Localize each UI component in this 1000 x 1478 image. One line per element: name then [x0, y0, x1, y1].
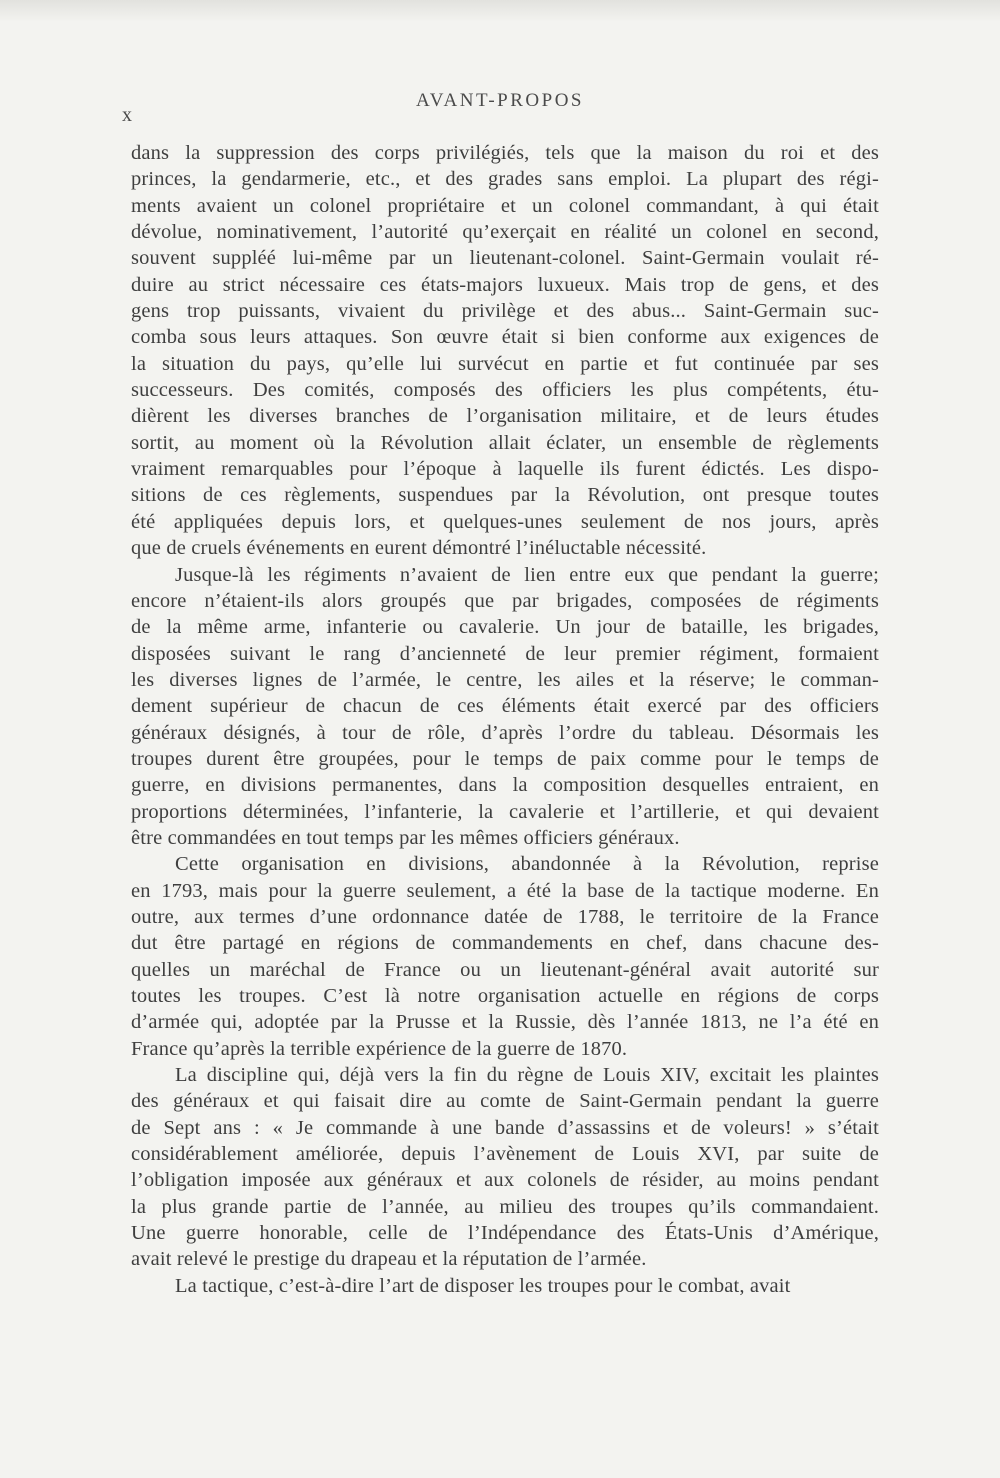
- text-line: sortit, au moment où la Révolution allait éclater, un ensemble de règlements: [131, 431, 879, 454]
- scan-edge-shadow: [0, 0, 1000, 22]
- text-line: proportions déterminées, l’infanterie, la cavalerie et l’artillerie, et qui devaient: [131, 800, 879, 823]
- text-line: souvent suppléé lui-même par un lieutenant-colonel. Saint-Germain voulait ré-: [131, 247, 879, 270]
- text-line: de Sept ans : « Je commande à une bande d’assassins et de voleurs! » s’était: [131, 1116, 879, 1139]
- text-line: être commandées en tout temps par les mêmes officiers généraux.: [131, 826, 680, 849]
- text-line: généraux désignés, à tour de rôle, d’après l’ordre du tableau. Désormais les: [131, 721, 879, 744]
- text-line: outre, aux termes d’une ordonnance datée de 1788, le territoire de la France: [131, 905, 879, 928]
- paragraph: [131, 562, 879, 852]
- text-line: dut être partagé en régions de commandements en chef, dans chacune des-: [131, 932, 879, 955]
- text-line: dement supérieur de chacun de ces éléments était exercé par des officiers: [131, 695, 879, 718]
- text-line: toutes les troupes. C’est là notre organisation actuelle en régions de corps: [131, 985, 879, 1007]
- text-line: encore n’étaient-ils alors groupés que par brigades, composées de régiments: [131, 589, 879, 612]
- paragraph: [131, 140, 879, 562]
- text-line: en 1793, mais pour la guerre seulement, a été la base de la tactique moderne. En: [131, 879, 879, 902]
- text-line: l’obligation imposée aux généraux et aux colonels de résider, au moins pendant: [131, 1169, 879, 1192]
- text-line: des généraux et qui faisait dire au comte de Saint-Germain pendant la guerre: [131, 1090, 879, 1113]
- text-line: vraiment remarquables pour l’époque à laquelle ils furent édictés. Les dispo-: [131, 458, 879, 481]
- text-line: dévolue, nominativement, l’autorité qu’exerçait en réalité un colonel en second,: [131, 221, 879, 244]
- text-line: France qu’après la terrible expérience de la guerre de 1870.: [131, 1037, 628, 1060]
- text-line: troupes durent être groupées, pour le temps de paix comme pour le temps de: [131, 747, 879, 770]
- running-title: AVANT-PROPOS: [416, 90, 584, 111]
- text-line: gens trop puissants, vivaient du privilège et des abus... Saint-Germain suc-: [131, 300, 879, 323]
- text-line: avait relevé le prestige du drapeau et la réputation de l’armée.: [131, 1248, 647, 1271]
- text-line: la situation du pays, qu’elle lui survécut en partie et fut continuée par ses: [131, 352, 879, 375]
- paragraph: [131, 1273, 879, 1299]
- text-line: Une guerre honorable, celle de l’Indépendance des États-Unis d’Amérique,: [131, 1222, 879, 1245]
- text-line: princes, la gendarmerie, etc., et des grades sans emploi. La plupart des régi-: [131, 168, 879, 191]
- text-line: que de cruels événements en eurent démontré l’inéluctable nécessité.: [131, 537, 707, 560]
- paragraph: [131, 1062, 879, 1273]
- text-line: ments avaient un colonel propriétaire et un colonel commandant, à qui était: [131, 194, 879, 217]
- body-text: [131, 140, 879, 1299]
- paragraph: [131, 851, 879, 1062]
- text-line: quelles un maréchal de France ou un lieutenant-général avait autorité sur: [131, 958, 879, 981]
- text-line: disposées suivant le rang d’ancienneté de leur premier régiment, formaient: [131, 642, 879, 665]
- text-line: la plus grande partie de l’année, au milieu des troupes qu’ils commandaient.: [131, 1195, 879, 1218]
- text-line: dièrent les diverses branches de l’organisation militaire, et de leurs études: [131, 405, 879, 428]
- text-line: La discipline qui, déjà vers la fin du règne de Louis XIV, excitait les plaintes: [175, 1064, 879, 1087]
- text-line: sitions de ces règlements, suspendues par la Révolution, ont presque toutes: [131, 484, 879, 507]
- text-line: La tactique, c’est-à-dire l’art de disposer les troupes pour le combat, avait: [175, 1274, 791, 1297]
- text-line: de la même arme, infanterie ou cavalerie. Un jour de bataille, les brigades,: [131, 616, 879, 639]
- text-line: d’armée qui, adoptée par la Prusse et la Russie, dès l’année 1813, ne l’a été en: [131, 1011, 879, 1034]
- page-number: x: [122, 104, 133, 126]
- text-line: comba sous leurs attaques. Son œuvre était si bien conforme aux exigences de: [131, 326, 879, 349]
- text-line: Jusque-là les régiments n’avaient de lien entre eux que pendant la guerre;: [175, 563, 879, 586]
- text-line: successeurs. Des comités, composés des officiers les plus compétents, étu-: [131, 379, 879, 402]
- text-line: duire au strict nécessaire ces états-majors luxueux. Mais trop de gens, et des: [131, 273, 879, 296]
- text-line: Cette organisation en divisions, abandonnée à la Révolution, reprise: [175, 853, 879, 876]
- text-line: été appliquées depuis lors, et quelques-unes seulement de nos jours, après: [131, 510, 879, 533]
- text-line: dans la suppression des corps privilégiés, tels que la maison du roi et des: [131, 142, 879, 164]
- text-line: considérablement améliorée, depuis l’avènement de Louis XVI, par suite de: [131, 1143, 879, 1166]
- text-line: guerre, en divisions permanentes, dans la composition desquelles entraient, en: [131, 774, 879, 797]
- text-line: les diverses lignes de l’armée, le centre, les ailes et la réserve; le comman-: [131, 668, 879, 691]
